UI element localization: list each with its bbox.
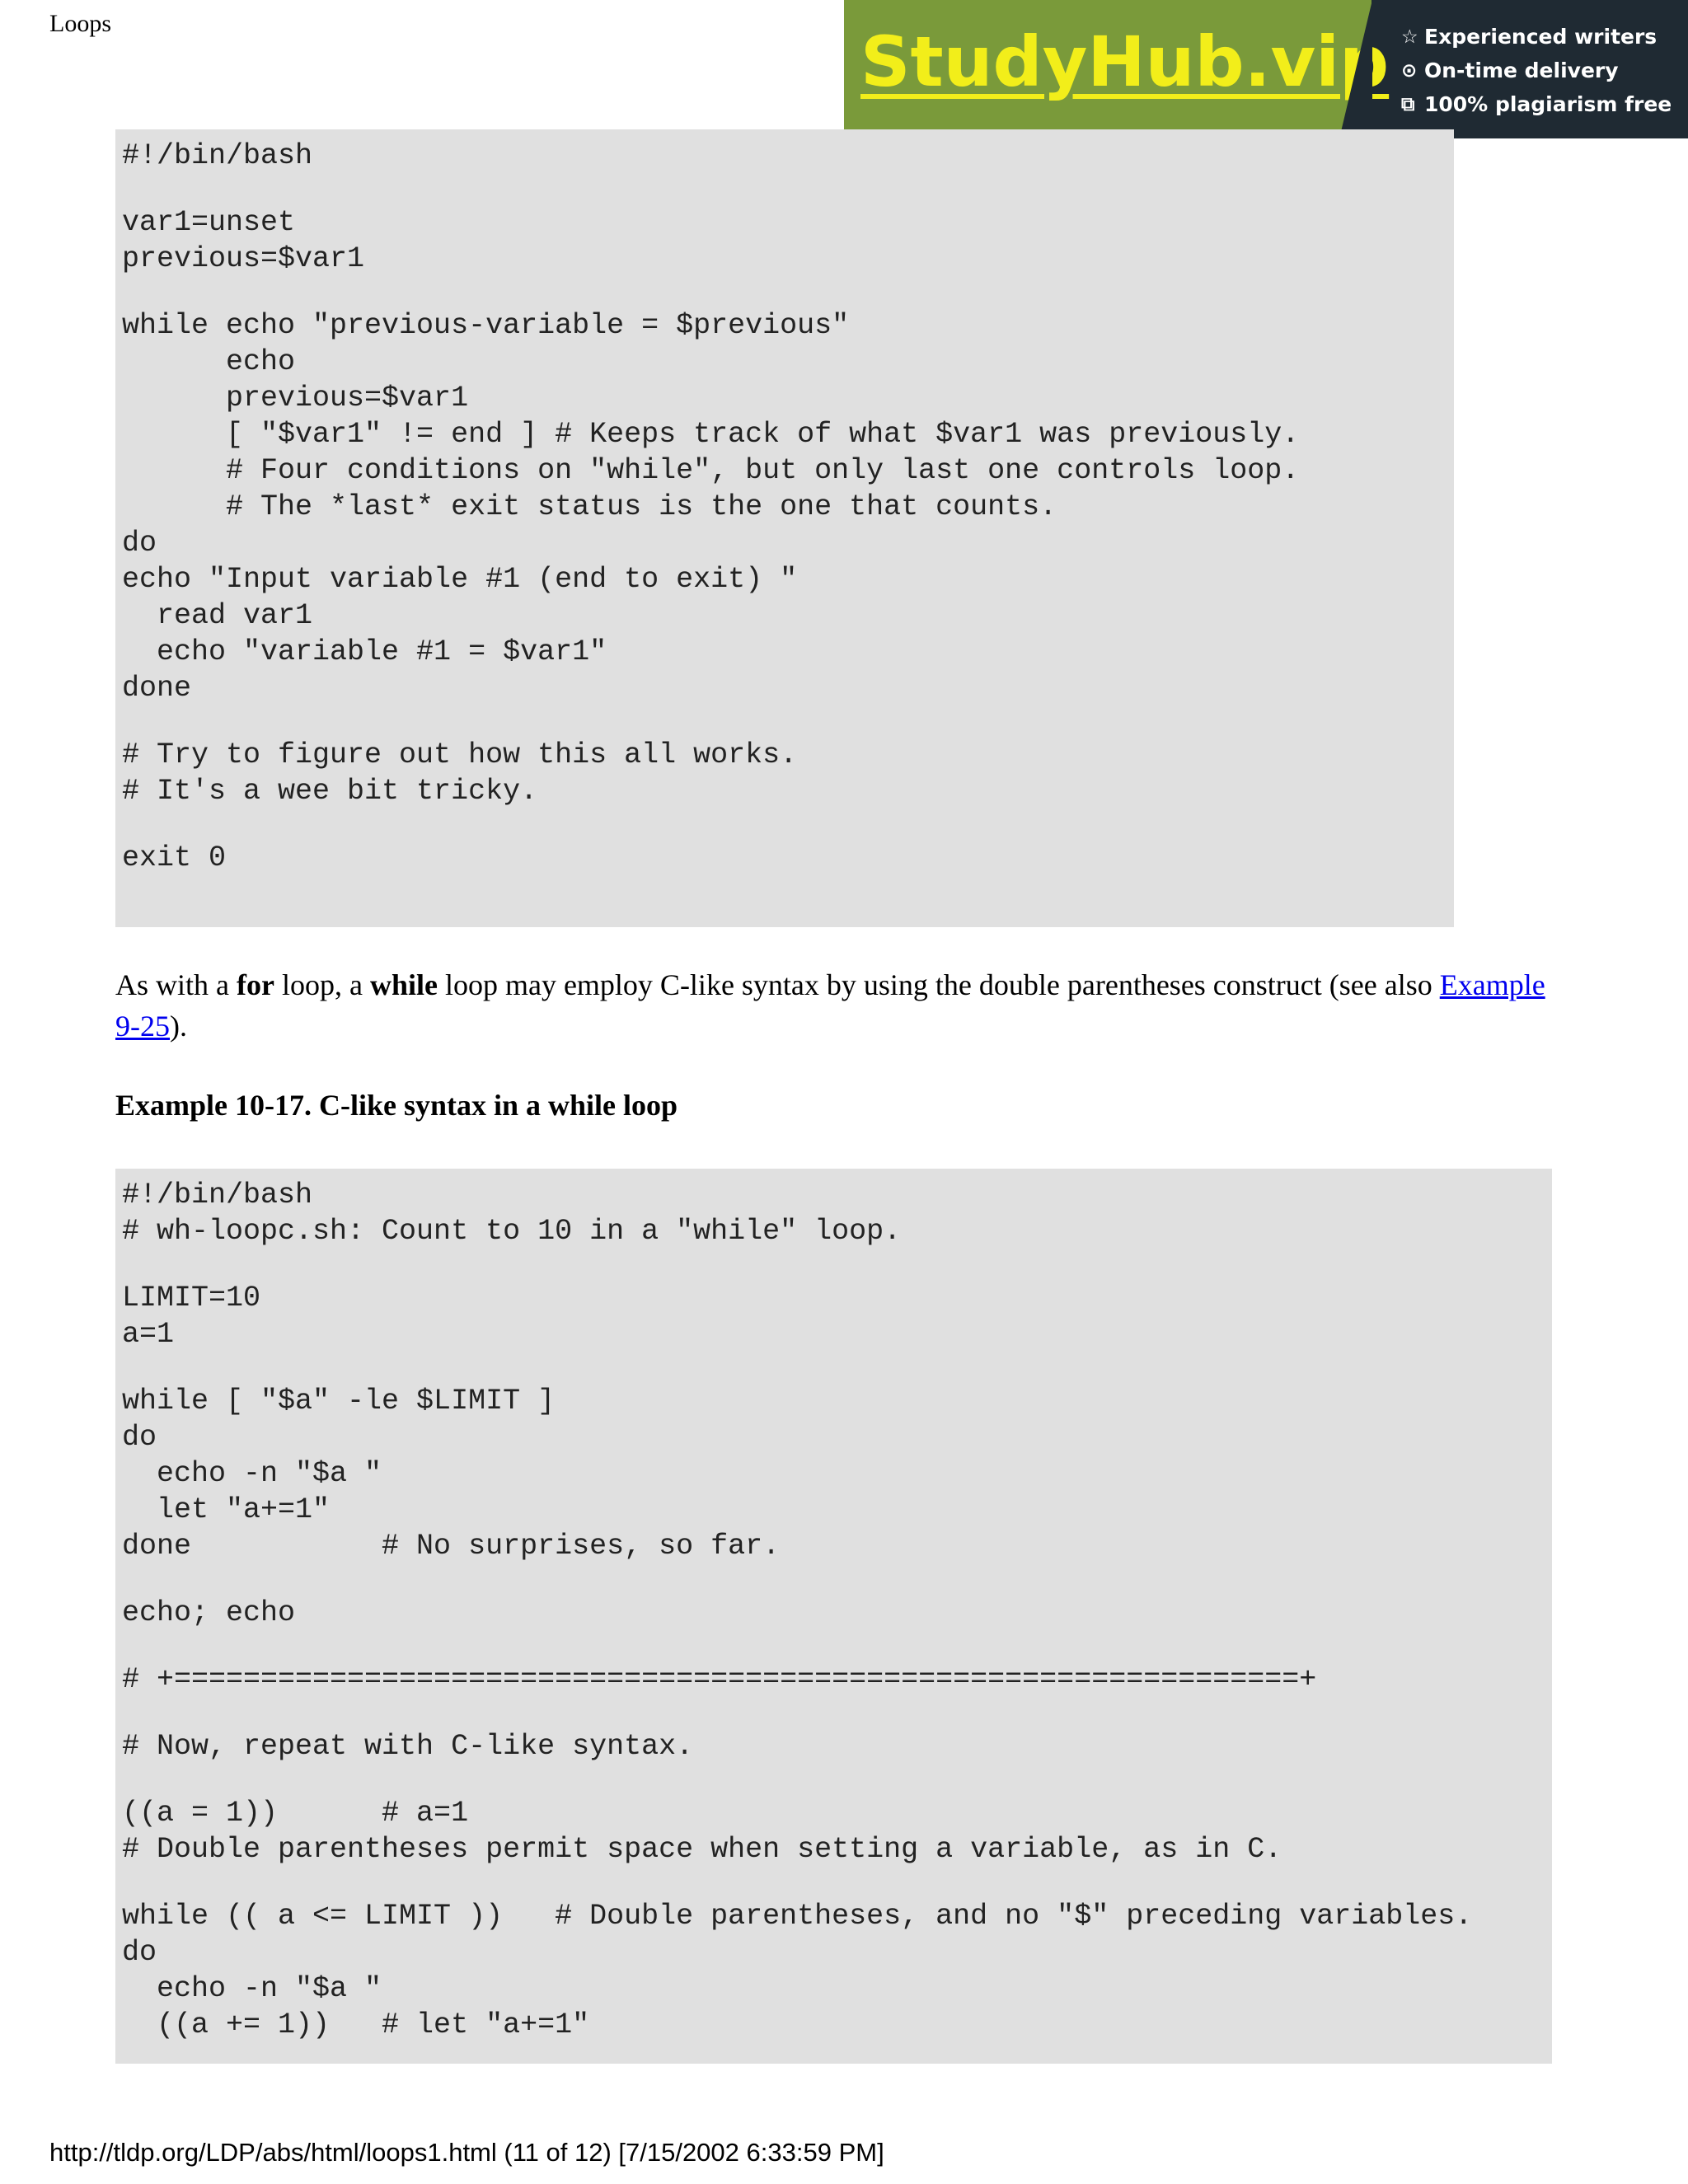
feature-label: Experienced writers (1424, 25, 1658, 49)
code-line-group: while echo "previous-variable = $previous" echo previous=$var1 [ "$var1" != end ] # Keeps track of what $var1 was previously. # Four conditions on "while", but only last one controls loop. # The *last* exit status is the one that counts. do echo "Input variable #1 (end to exit) " read var1 echo "variable #1 = $var1" done (122, 309, 1300, 705)
clock-icon: ⊙ (1401, 59, 1418, 82)
page-header-title: Loops (49, 10, 111, 37)
feature-plagiarism-free (1401, 87, 1688, 121)
body-paragraph (115, 964, 1599, 1047)
example-9-25-link[interactable]: Example 9-25 (115, 968, 1545, 1043)
code-line-group: while (( a <= LIMIT )) # Double parentheses, and no "$" preceding variables. do echo -n "$a " ((a += 1)) # let "a+=1" (122, 1900, 1473, 2041)
banner-features (1372, 0, 1688, 138)
brand-logo-text: StudyHub.vip (860, 21, 1390, 102)
code-block-2 (115, 1169, 1552, 2064)
code-line-group: ((a = 1)) # a=1 # Double parentheses permit space when setting a variable, as in C. (122, 1797, 1282, 1866)
feature-on-time-delivery (1401, 54, 1688, 87)
keyword-while: while (369, 968, 438, 1001)
code-line-group: LIMIT=10 a=1 (122, 1282, 261, 1351)
code-line-group: exit 0 (122, 841, 227, 874)
code-line-group: while [ "$a" -le $LIMIT ] do echo -n "$a " let "a+=1" done # No surprises, so far. (122, 1385, 781, 1563)
star-icon: ☆ (1401, 26, 1418, 48)
paragraph-text: loop may employ C-like syntax by using the double parentheses construct (see also (437, 968, 1440, 1001)
studyhub-banner[interactable] (844, 0, 1688, 138)
page-footer-url: http://tldp.org/LDP/abs/html/loops1.html (11 of 12) [7/15/2002 6:33:59 PM] (49, 2138, 884, 2167)
code-line-group: # Now, repeat with C-like syntax. (122, 1730, 694, 1763)
paragraph-text: As with a (115, 968, 237, 1001)
code-line-group: #!/bin/bash (122, 139, 313, 172)
code-line-group: #!/bin/bash # wh-loopc.sh: Count to 10 in a "while" loop. (122, 1179, 902, 1248)
copy-icon: ⧉ (1401, 93, 1415, 115)
code-line-group: echo; echo (122, 1596, 296, 1629)
banner-divider (1339, 0, 1372, 138)
feature-experienced-writers (1401, 20, 1688, 54)
code-line-group: var1=unset previous=$var1 (122, 206, 365, 275)
code-line-group: # +=================================================================+ (122, 1663, 1317, 1696)
keyword-for: for (237, 968, 274, 1001)
paragraph-text: loop, a (274, 968, 370, 1001)
banner-brand-area (844, 0, 1390, 138)
code-line-group: # Try to figure out how this all works. # It's a wee bit tricky. (122, 738, 798, 808)
code-block-1 (115, 129, 1454, 927)
example-title: Example 10-17. C-like syntax in a while loop (115, 1089, 678, 1122)
feature-label: On-time delivery (1424, 59, 1619, 82)
paragraph-text: ). (170, 1010, 187, 1043)
feature-label: 100% plagiarism free (1424, 92, 1672, 116)
